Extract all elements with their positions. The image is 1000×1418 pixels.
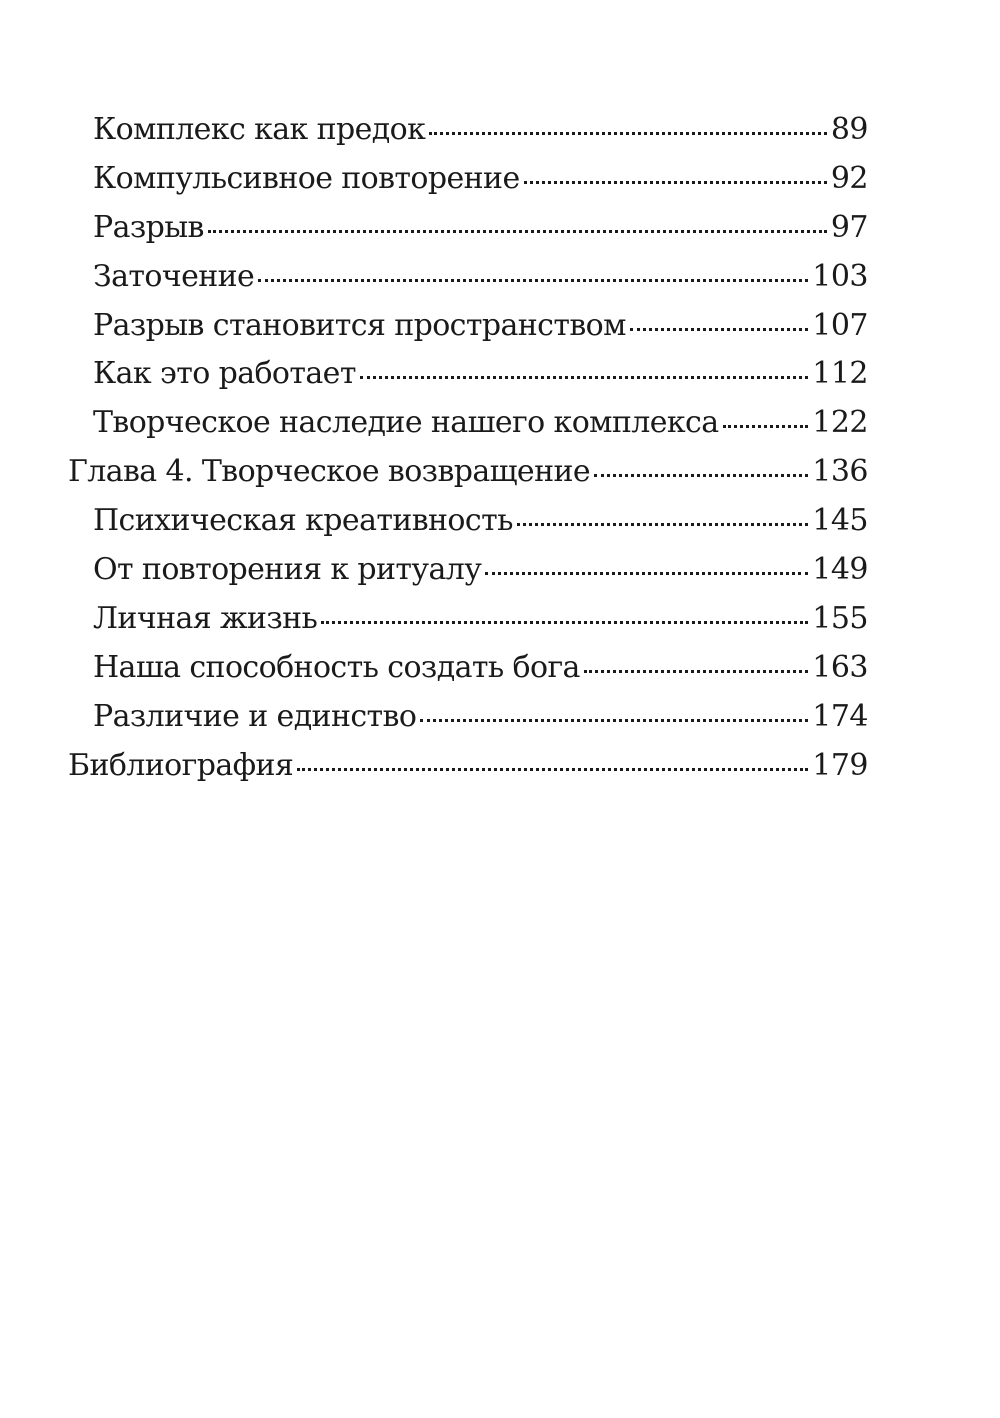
toc-entry-page: 103 (812, 258, 868, 294)
toc-entry (68, 161, 868, 210)
toc-entry-page: 97 (830, 209, 868, 245)
toc-entry (68, 308, 868, 357)
dot-leader (208, 230, 827, 233)
toc-entry (68, 356, 868, 405)
toc-entry (68, 503, 868, 552)
toc-entry (68, 112, 868, 161)
dot-leader (723, 425, 809, 428)
toc-chapter-entry (68, 454, 868, 503)
toc-entry (68, 259, 868, 308)
toc-entry (68, 405, 868, 454)
table-of-contents (68, 112, 868, 796)
toc-entry-title: Различие и единство (93, 698, 417, 734)
toc-entry-title: Как это работает (93, 356, 356, 392)
toc-entry-page: 163 (812, 649, 868, 685)
dot-leader (517, 523, 808, 526)
toc-entry-page: 179 (812, 747, 868, 783)
toc-entry-page: 92 (830, 160, 868, 196)
dot-leader (360, 376, 808, 379)
toc-entry-title: Компульсивное повторение (93, 160, 520, 196)
toc-entry (68, 552, 868, 601)
toc-entry-title: Наша способность создать бога (93, 649, 580, 685)
toc-entry-title: Личная жизнь (93, 600, 318, 636)
dot-leader (584, 670, 808, 673)
toc-entry-page: 122 (812, 405, 868, 441)
toc-entry (68, 210, 868, 259)
dot-leader (485, 572, 808, 575)
dot-leader (321, 621, 808, 624)
dot-leader (420, 719, 808, 722)
toc-entry-page: 155 (812, 600, 868, 636)
toc-entry-title: Заточение (93, 258, 255, 294)
toc-entry-page: 107 (812, 307, 868, 343)
toc-entry-title: Творческое наследие нашего комплекса (93, 405, 719, 441)
dot-leader (524, 181, 827, 184)
toc-entry-page: 149 (812, 552, 868, 588)
toc-entry-title: От повторения к ритуалу (93, 552, 482, 588)
toc-entry-page: 136 (812, 454, 868, 490)
toc-entry-title: Психическая креативность (93, 503, 513, 539)
toc-entry (68, 699, 868, 748)
toc-entry-title: Разрыв становится пространством (93, 307, 626, 343)
toc-entry-title: Комплекс как предок (93, 112, 426, 147)
dot-leader (630, 328, 808, 331)
toc-entry-page: 89 (830, 112, 868, 147)
toc-entry-page: 174 (812, 698, 868, 734)
dot-leader (258, 279, 808, 282)
toc-chapter-entry (68, 748, 868, 797)
dot-leader (297, 768, 808, 771)
toc-entry-title: Библиография (68, 747, 294, 783)
dot-leader (429, 132, 827, 135)
toc-entry-page: 145 (812, 503, 868, 539)
toc-entry-title: Разрыв (93, 209, 204, 245)
toc-entry-page: 112 (812, 356, 868, 392)
toc-entry-title: Глава 4. Творческое возвращение (68, 454, 591, 490)
toc-entry (68, 601, 868, 650)
dot-leader (594, 474, 808, 477)
toc-entry (68, 650, 868, 699)
